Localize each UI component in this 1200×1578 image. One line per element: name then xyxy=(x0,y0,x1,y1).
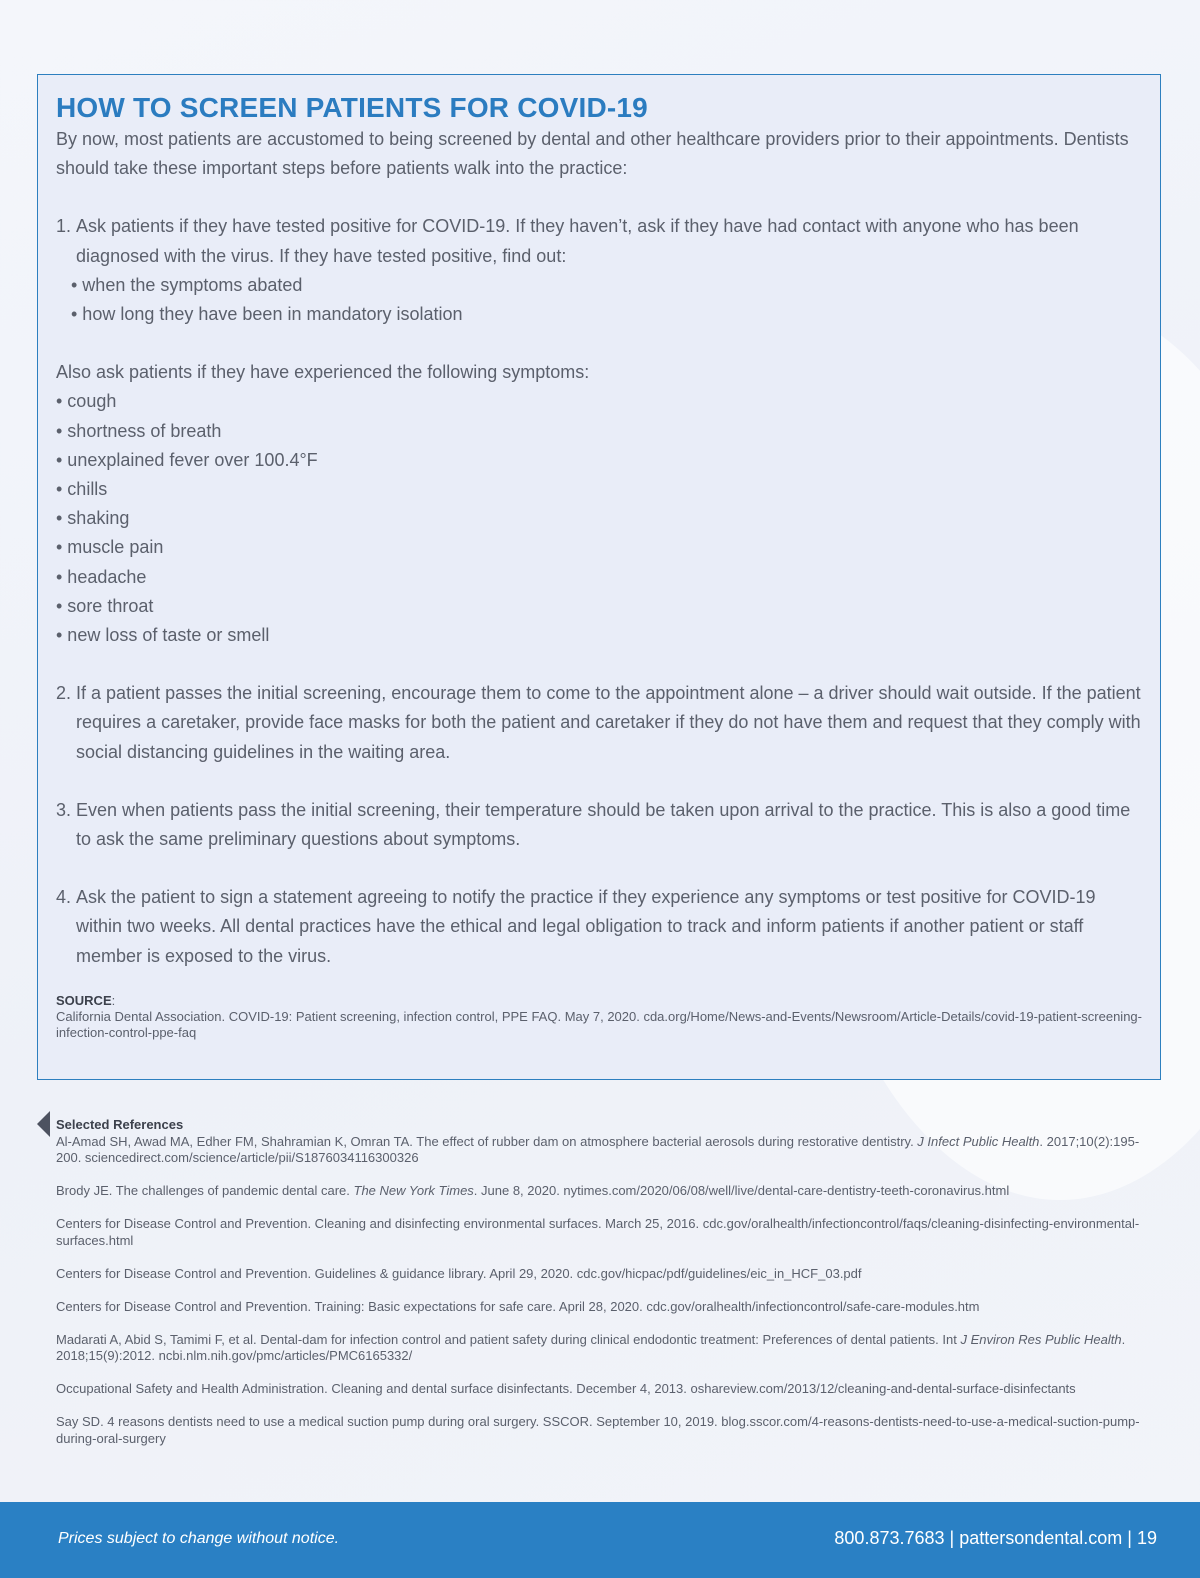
list-item: • headache xyxy=(56,566,147,587)
list-item: • shaking xyxy=(56,508,130,529)
step-text: Ask patients if they have tested positive for COVID-19. If they haven’t, ask if they have had contact with anyone who has been diagnosed with the virus. If they have tested positive, find out: xyxy=(76,216,1079,266)
step-number: 3. xyxy=(56,799,72,820)
symptoms-intro: Also ask patients if they have experienced the following symptoms: xyxy=(56,362,590,383)
source-citation: SOURCE: California Dental Association. COVID-19: Patient screening, infection control, PPE FAQ. May 7, 2020. cda.org/Home/News-and-Events/Newsroom/Article-Details/covid-19-patient-screening-infection-control-ppe-faq xyxy=(56,992,1142,1040)
screening-title: HOW TO SCREEN PATIENTS FOR COVID-19 xyxy=(56,92,648,123)
list-item: • cough xyxy=(56,391,117,412)
step-number: 2. xyxy=(56,683,72,704)
step-1 xyxy=(56,212,1142,270)
list-item: • sore throat xyxy=(56,595,154,616)
screening-box xyxy=(37,74,1161,1080)
list-item: • new loss of taste or smell xyxy=(56,625,270,646)
reference-item: Brody JE. The challenges of pandemic dental care. The New York Times. June 8, 2020. nytimes.com/2020/06/08/well/live/dental-care-dentistry-teeth-coronavirus.html xyxy=(56,1183,1010,1198)
list-item: • chills xyxy=(56,479,108,500)
reference-item: Centers for Disease Control and Prevention. Guidelines & guidance library. April 29, 2020. cdc.gov/hicpac/pdf/guidelines/eic_in_HCF_03.pdf xyxy=(56,1265,862,1281)
reference-item: Al-Amad SH, Awad MA, Edher FM, Shahramian K, Omran TA. The effect of rubber dam on atmosphere bacterial aerosols during restorative dentistry. J Infect Public Health. 2017;10(2):195-200. sciencedirect.com/science/article/pii/S1876034116300326 xyxy=(56,1133,1140,1165)
pricing-disclaimer: Prices subject to change without notice. xyxy=(58,1530,340,1547)
step-3 xyxy=(56,796,1142,854)
page-footer xyxy=(0,1502,1200,1578)
list-item: • unexplained fever over 100.4°F xyxy=(56,449,318,470)
symptoms-list xyxy=(56,387,1142,650)
reference-item: Centers for Disease Control and Prevention. Cleaning and disinfecting environmental surfaces. March 25, 2016. cdc.gov/oralhealth/infectioncontrol/faqs/cleaning-disinfecting-environmental-surfaces.html xyxy=(56,1216,1140,1248)
selected-references xyxy=(56,1117,1146,1464)
step-1-bullets xyxy=(56,271,1142,329)
source-text: California Dental Association. COVID-19: Patient screening, infection control, PPE FAQ. May 7, 2020. cda.org/Home/News-and-Events/Newsroom/Article-Details/covid-19-patient-screening-infection-control-ppe-faq xyxy=(56,1008,1142,1040)
references-arrow-icon xyxy=(37,1111,50,1137)
list-item: • muscle pain xyxy=(56,537,164,558)
step-text: Ask the patient to sign a statement agreeing to notify the practice if they experience any symptoms or test positive for COVID-19 within two weeks. All dental practices have the ethical and legal obligation to track and inform patients if another patient or staff member is exposed to the virus. xyxy=(76,887,1096,966)
step-2 xyxy=(56,679,1142,767)
step-text: Even when patients pass the initial screening, their temperature should be taken upon arrival to the practice. This is also a good time to ask the same preliminary questions about symptoms. xyxy=(76,799,1131,850)
reference-item: Say SD. 4 reasons dentists need to use a medical suction pump during oral surgery. SSCOR. September 10, 2019. blog.sscor.com/4-reasons-dentists-need-to-use-a-medical-suction-pump-during-oral-surgery xyxy=(56,1414,1140,1446)
list-item: • how long they have been in mandatory isolation xyxy=(71,304,463,325)
reference-item: Occupational Safety and Health Administration. Cleaning and dental surface disinfectants. December 4, 2013. oshareview.com/2013/12/cleaning-and-dental-surface-disinfectants xyxy=(56,1381,1076,1396)
step-text: If a patient passes the initial screening, encourage them to come to the appointment alone – a driver should wait outside. If the patient requires a caretaker, provide face masks for both the patient and caretaker if they do not have them and request that they comply with social distancing guidelines in the waiting area. xyxy=(76,683,1141,762)
reference-item: Madarati A, Abid S, Tamimi F, et al. Dental-dam for infection control and patient safety during clinical endodontic treatment: Preferences of dental patients. Int J Environ Res Public Health. 2018;15(9):2012. ncbi.nlm.nih.gov/pmc/articles/PMC6165332/ xyxy=(56,1331,1126,1363)
intro-paragraph: By now, most patients are accustomed to being screened by dental and other healthcare providers prior to their appointments. Dentists should take these important steps before patients walk into the practice: xyxy=(56,129,1129,179)
list-item: • when the symptoms abated xyxy=(71,274,303,295)
contact-and-page-number: 800.873.7683 | pattersondental.com | 19 xyxy=(834,1528,1157,1548)
screening-body xyxy=(56,125,1142,971)
step-number: 1. xyxy=(56,216,72,237)
list-item: • shortness of breath xyxy=(56,420,222,441)
step-4 xyxy=(56,883,1142,971)
reference-item: Centers for Disease Control and Prevention. Training: Basic expectations for safe care. April 28, 2020. cdc.gov/oralhealth/infectioncontrol/safe-care-modules.htm xyxy=(56,1298,980,1314)
references-heading: Selected References xyxy=(56,1117,184,1132)
source-label: SOURCE xyxy=(56,992,112,1008)
step-number: 4. xyxy=(56,887,72,908)
